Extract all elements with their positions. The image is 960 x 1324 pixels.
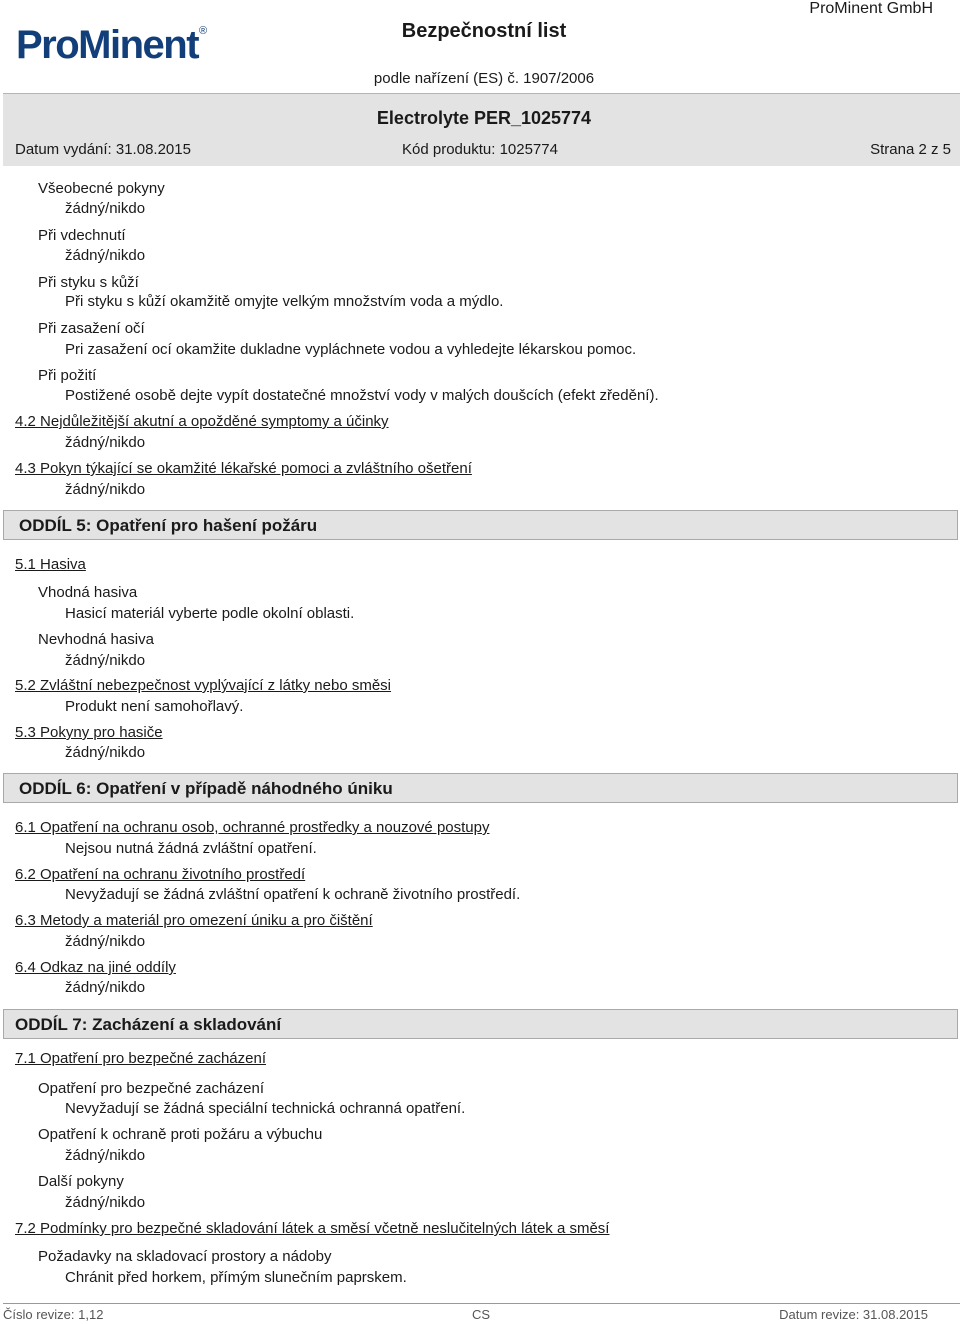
section-6-1-text: Nejsou nutná žádná zvláštní opatření. — [65, 840, 317, 857]
page-number: Strana 2 z 5 — [870, 141, 951, 158]
document-title: Bezpečnostní list — [401, 20, 567, 42]
revision-date: Datum revize: 31.08.2015 — [779, 1307, 928, 1322]
ingestion-text: Postižené osobě dejte vypít dostatečné množství vody v malých doušcích (efekt zředění). — [65, 387, 659, 404]
eye-contact-heading: Při zasažení očí — [38, 320, 145, 337]
section-5-2-text: Produkt není samohořlavý. — [65, 698, 244, 715]
storage-requirements-text: Chránit před horkem, přímým slunečním paprskem. — [65, 1269, 407, 1286]
section-6-1-heading: 6.1 Opatření na ochranu osob, ochranné prostředky a nouzové postupy — [15, 819, 490, 836]
footer-divider — [3, 1303, 960, 1304]
section-5-title: ODDÍL 5: Opatření pro hašení požáru — [19, 516, 318, 535]
section-6-4-text: žádný/nikdo — [65, 979, 146, 996]
section-7-1-heading: 7.1 Opatření pro bezpečné zacházení — [15, 1050, 267, 1067]
suitable-media-heading: Vhodná hasiva — [38, 584, 138, 601]
skin-contact-heading: Při styku s kůží — [38, 274, 139, 291]
general-advice-heading: Všeobecné pokyny — [38, 180, 165, 197]
section-5-3-text: žádný/nikdo — [65, 744, 146, 761]
product-name: Electrolyte PER_1025774 — [376, 108, 592, 128]
section-4-2-heading: 4.2 Nejdůležitější akutní a opožděné symptomy a účinky — [15, 413, 389, 430]
issue-date: Datum vydání: 31.08.2015 — [15, 141, 191, 158]
section-4-3-heading: 4.3 Pokyn týkající se okamžité lékařské pomoci a zvláštního ošetření — [15, 460, 472, 477]
unsuitable-media-text: žádný/nikdo — [65, 652, 146, 669]
inhalation-heading: Při vdechnutí — [38, 227, 126, 244]
company-name: ProMinent GmbH — [809, 0, 933, 17]
section-7-title: ODDÍL 7: Zacházení a skladování — [15, 1015, 282, 1034]
product-code: Kód produktu: 1025774 — [402, 141, 558, 158]
storage-requirements-heading: Požadavky na skladovací prostory a nádoby — [38, 1248, 332, 1265]
other-advice-text: žádný/nikdo — [65, 1194, 146, 1211]
section-6-bar — [3, 773, 958, 803]
other-advice-heading: Další pokyny — [38, 1173, 124, 1190]
section-6-4-heading: 6.4 Odkaz na jiné oddíly — [15, 959, 176, 976]
fire-protection-text: žádný/nikdo — [65, 1147, 146, 1164]
suitable-media-text: Hasicí materiál vyberte podle okolní oblasti. — [65, 605, 355, 622]
general-advice-text: žádný/nikdo — [65, 200, 146, 217]
section-5-3-heading: 5.3 Pokyny pro hasiče — [15, 724, 163, 741]
section-7-2-heading: 7.2 Podmínky pro bezpečné skladování látek a směsí včetně neslučitelných látek a směsí — [15, 1220, 610, 1237]
regulation-reference: podle nařízení (ES) č. 1907/2006 — [373, 70, 595, 87]
revision-number: Číslo revize: 1,12 — [3, 1307, 104, 1322]
section-4-3-text: žádný/nikdo — [65, 481, 146, 498]
section-7-bar — [3, 1009, 958, 1039]
section-6-3-text: žádný/nikdo — [65, 933, 146, 950]
safe-handling-heading: Opatření pro bezpečné zacházení — [38, 1080, 264, 1097]
section-5-1-heading: 5.1 Hasiva — [15, 556, 86, 573]
skin-contact-text: Při styku s kůží okamžitě omyjte velkým množstvím voda a mýdlo. — [65, 293, 504, 310]
eye-contact-text: Pri zasažení ocí okamžite dukladne vypláchnete vodou a vyhledejte lékarskou pomoc. — [65, 341, 637, 358]
logo-text: ProMinent — [16, 23, 199, 67]
section-4-2-text: žádný/nikdo — [65, 434, 146, 451]
safe-handling-text: Nevyžadují se žádná speciální technická ochranná opatření. — [65, 1100, 466, 1117]
inhalation-text: žádný/nikdo — [65, 247, 146, 264]
fire-protection-heading: Opatření k ochraně proti požáru a výbuchu — [38, 1126, 323, 1143]
section-6-3-heading: 6.3 Metody a materiál pro omezení úniku a pro čištění — [15, 912, 373, 929]
unsuitable-media-heading: Nevhodná hasiva — [38, 631, 154, 648]
section-5-2-heading: 5.2 Zvláštní nebezpečnost vyplývající z látky nebo směsi — [15, 677, 392, 694]
section-6-title: ODDÍL 6: Opatření v případě náhodného úniku — [19, 779, 393, 798]
section-5-bar — [3, 510, 958, 540]
logo-registered-mark: ® — [199, 25, 208, 37]
section-6-2-text: Nevyžadují se žádná zvláštní opatření k ochraně životního prostředí. — [65, 886, 521, 903]
ingestion-heading: Při požití — [38, 367, 97, 384]
language-code: CS — [472, 1307, 491, 1322]
section-6-2-heading: 6.2 Opatření na ochranu životního prostředí — [15, 866, 306, 883]
